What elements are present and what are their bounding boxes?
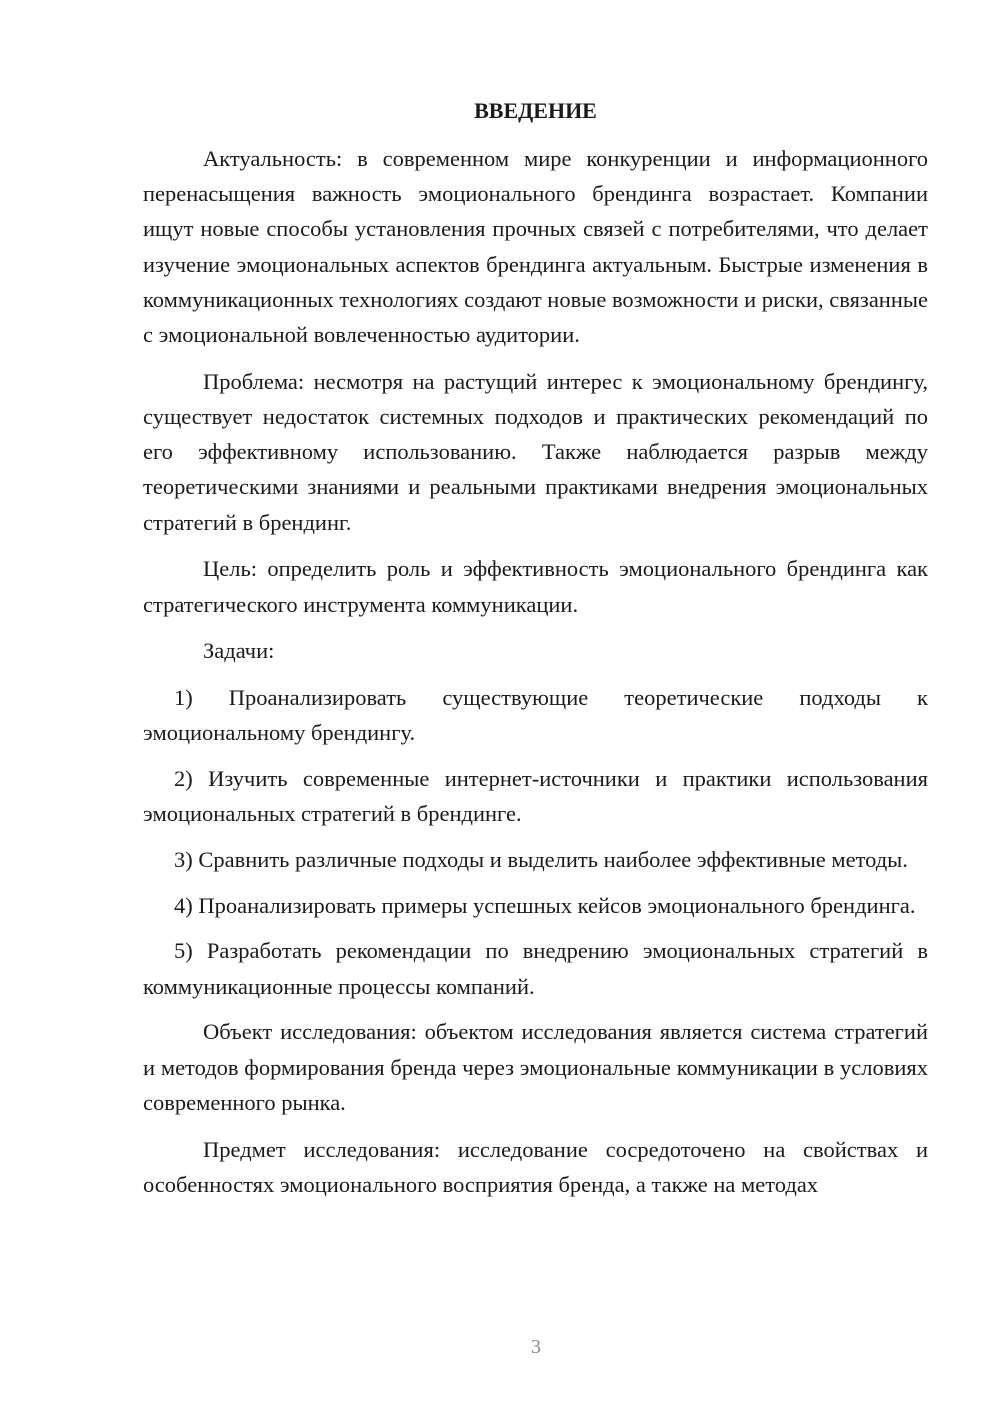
document-body — [143, 141, 928, 1214]
paragraph-tasks-label: Задачи: — [203, 638, 275, 664]
task-item: 1) Проанализировать существующие теоретические подходы к эмоциональному брендингу. — [143, 685, 928, 746]
task-item: 2) Изучить современные интернет-источники и практики использования эмоциональных стратегий в брендинге. — [143, 766, 928, 827]
paragraph-problem: Проблема: несмотря на растущий интерес к эмоциональному брендингу, существует недостаток системных подходов и практических рекомендаций по его эффективному использованию. Также наблюдается разрыв между теоретическими знаниями и реальными практиками внедрения эмоциональных стратегий в брендинг. — [143, 368, 928, 535]
paragraph-goal: Цель: определить роль и эффективность эмоционального брендинга как стратегического инструмента коммуникации. — [143, 556, 928, 617]
page-number: 3 — [531, 1336, 541, 1358]
paragraph-object: Объект исследования: объектом исследования является система стратегий и методов формирования бренда через эмоциональные коммуникации в условиях современного рынка. — [143, 1019, 928, 1115]
paragraph-relevance: Актуальность: в современном мире конкуренции и информационного перенасыщения важность эмоционального брендинга возрастает. Компании ищут новые способы установления прочных связей с потребителями, что делает изучение эмоциональных аспектов брендинга актуальным. Быстрые изменения в коммуникационных технологиях создают новые возможности и риски, связанные с эмоциональной вовлеченностью аудитории. — [143, 146, 928, 348]
section-heading: ВВЕДЕНИЕ — [474, 98, 597, 123]
task-item: 3) Сравнить различные подходы и выделить наиболее эффективные методы. — [174, 847, 908, 873]
paragraph-subject: Предмет исследования: исследование сосредоточено на свойствах и особенностях эмоционального восприятия бренда, а также на методах — [143, 1136, 928, 1197]
task-item: 5) Разработать рекомендации по внедрению эмоциональных стратегий в коммуникационные процессы компаний. — [143, 938, 928, 999]
task-item: 4) Проанализировать примеры успешных кейсов эмоционального брендинга. — [174, 892, 916, 918]
